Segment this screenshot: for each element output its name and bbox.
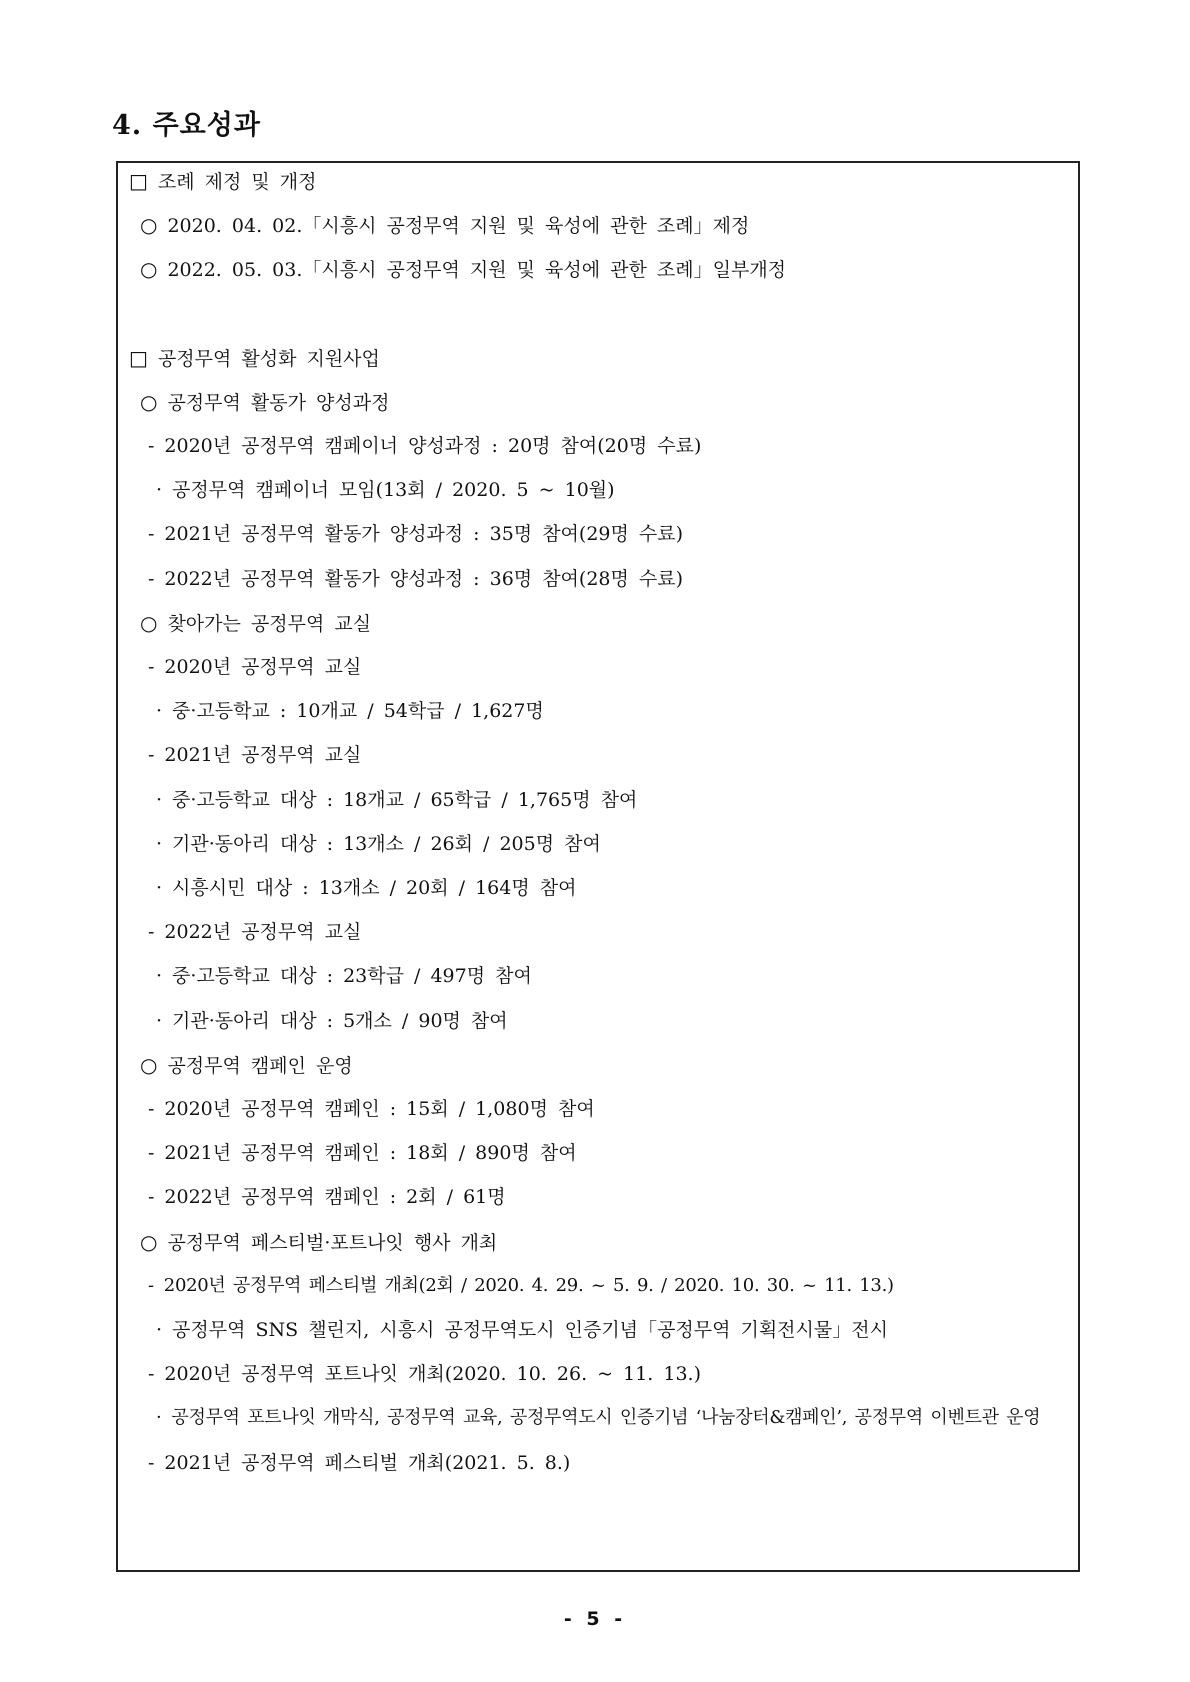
bullet-marker: □ [129, 169, 148, 193]
item-line [118, 253, 786, 285]
item-line [118, 209, 749, 241]
item-line [118, 386, 389, 418]
sub-item-line [118, 1270, 894, 1302]
line-text: 중·고등학교 대상 : 18개교 / 65학급 / 1,765명 참여 [172, 789, 638, 811]
bullet-marker: ○ [140, 213, 158, 237]
sub-item-line [118, 430, 701, 462]
bullet-marker: - [148, 1452, 155, 1474]
section-heading: 4. 주요성과 [112, 110, 261, 141]
line-text: 2021년 공정무역 페스티벌 개최(2021. 5. 8.) [164, 1452, 571, 1474]
bullet-marker: ○ [140, 1053, 158, 1077]
sub-item-line [118, 739, 361, 771]
line-text: 2020년 공정무역 페스티벌 개최(2회 / 2020. 4. 29. ~ 5. 9. / 2020. 10. 30. ~ 11. 13.) [163, 1275, 894, 1296]
content-box [116, 161, 1080, 1572]
bullet-marker: - [148, 1363, 155, 1385]
detail-line [118, 1402, 1040, 1434]
line-text: 기관·동아리 대상 : 5개소 / 90명 참여 [172, 1010, 508, 1032]
bullet-marker: - [148, 1275, 154, 1296]
sub-item-line [118, 1137, 577, 1169]
line-text: 2021년 공정무역 캠페인 : 18회 / 890명 참여 [164, 1142, 577, 1164]
line-text: 중·고등학교 : 10개교 / 54학급 / 1,627명 [172, 700, 544, 722]
bullet-marker: - [148, 656, 155, 678]
bullet-marker: · [156, 789, 163, 811]
line-text: 시흥시민 대상 : 13개소 / 20회 / 164명 참여 [172, 877, 577, 899]
line-text: 2020년 공정무역 캠페이너 양성과정 : 20명 참여(20명 수료) [164, 435, 702, 457]
detail-line [118, 960, 532, 992]
bullet-marker: - [148, 435, 155, 457]
bullet-marker: · [156, 1010, 163, 1032]
detail-line [118, 474, 615, 506]
bullet-marker: · [156, 833, 163, 855]
line-text: 2022년 공정무역 활동가 양성과정 : 36명 참여(28명 수료) [164, 568, 684, 590]
sub-item-line [118, 518, 683, 550]
line-text: 2020년 공정무역 캠페인 : 15회 / 1,080명 참여 [164, 1098, 595, 1120]
line-text: 찾아가는 공정무역 교실 [167, 613, 372, 635]
sub-item-line [118, 651, 361, 683]
item-line [118, 607, 371, 639]
bullet-marker: · [156, 1319, 163, 1341]
page-number: - 5 - [563, 1608, 627, 1630]
line-text: 공정무역 활동가 양성과정 [167, 392, 390, 414]
bullet-marker: □ [129, 346, 148, 370]
bullet-marker: · [156, 1407, 162, 1428]
line-text: 2021년 공정무역 교실 [164, 744, 362, 766]
line-text: 2021년 공정무역 활동가 양성과정 : 35명 참여(29명 수료) [164, 523, 684, 545]
line-text: 공정무역 포트나잇 개막식, 공정무역 교육, 공정무역도시 인증기념 ‘나눔장터&캠페인’, 공정무역 이벤트관 운영 [171, 1407, 1041, 1428]
bullet-marker: · [156, 479, 163, 501]
detail-line [118, 784, 637, 816]
line-text: 2022. 05. 03.「시흥시 공정무역 지원 및 육성에 관한 조례」일부개정 [167, 259, 787, 281]
bullet-marker: · [156, 877, 163, 899]
bullet-marker: · [156, 965, 163, 987]
line-text: 조례 제정 및 개정 [157, 171, 317, 193]
line-text: 2020년 공정무역 포트나잇 개최(2020. 10. 26. ~ 11. 13.) [164, 1363, 701, 1385]
bullet-marker: ○ [140, 611, 158, 635]
detail-line [118, 1314, 888, 1346]
sub-item-line [118, 916, 361, 948]
line-text: 공정무역 SNS 챌린지, 시흥시 공정무역도시 인증기념「공정무역 기획전시물」전시 [172, 1319, 888, 1341]
line-text: 공정무역 캠페인 운영 [167, 1055, 353, 1077]
line-text: 기관·동아리 대상 : 13개소 / 26회 / 205명 참여 [172, 833, 601, 855]
section-heading-line [118, 165, 317, 197]
line-text: 공정무역 활성화 지원사업 [157, 348, 380, 370]
line-text: 2020. 04. 02.「시흥시 공정무역 지원 및 육성에 관한 조례」제정 [167, 215, 750, 237]
line-text: 공정무역 페스티벌·포트나잇 행사 개최 [167, 1232, 498, 1254]
bullet-marker: · [156, 700, 163, 722]
line-text: 공정무역 캠페이너 모임(13회 / 2020. 5 ~ 10월) [172, 479, 615, 501]
sub-item-line [118, 1181, 506, 1213]
bullet-marker: ○ [140, 390, 158, 414]
detail-line [118, 695, 544, 727]
bullet-marker: - [148, 1142, 155, 1164]
bullet-marker: - [148, 1186, 155, 1208]
line-text: 중·고등학교 대상 : 23학급 / 497명 참여 [172, 965, 532, 987]
bullet-marker: - [148, 921, 155, 943]
bullet-marker: - [148, 1098, 155, 1120]
bullet-marker: - [148, 568, 155, 590]
line-text: 2020년 공정무역 교실 [164, 656, 362, 678]
line-text: 2022년 공정무역 캠페인 : 2회 / 61명 [164, 1186, 506, 1208]
sub-item-line [118, 1447, 570, 1479]
bullet-marker: ○ [140, 1230, 158, 1254]
line-text: 2022년 공정무역 교실 [164, 921, 362, 943]
detail-line [118, 1005, 508, 1037]
detail-line [118, 872, 576, 904]
bullet-marker: - [148, 744, 155, 766]
section-heading-line [118, 342, 380, 374]
sub-item-line [118, 1358, 701, 1390]
sub-item-line [118, 563, 683, 595]
item-line [118, 1049, 353, 1081]
detail-line [118, 828, 601, 860]
bullet-marker: ○ [140, 257, 158, 281]
item-line [118, 1226, 497, 1258]
sub-item-line [118, 1093, 595, 1125]
bullet-marker: - [148, 523, 155, 545]
